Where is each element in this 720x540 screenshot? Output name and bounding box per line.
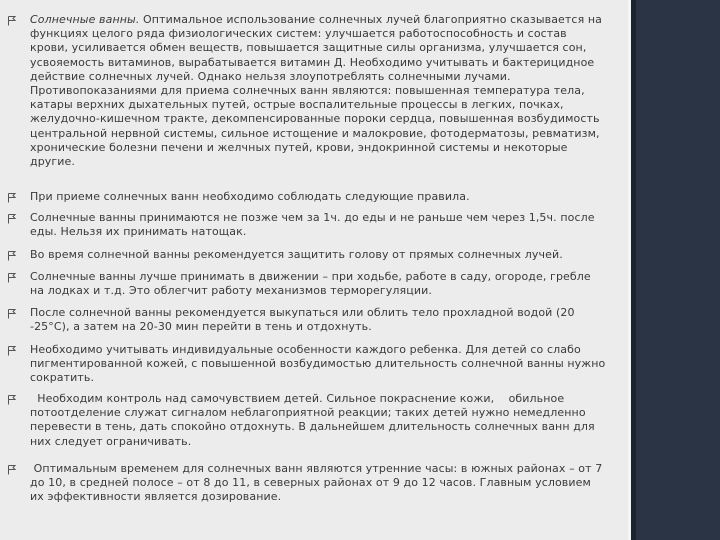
bullet-text: После солнечной ванны рекомендуется выкупаться или облить тело прохладной водой (20 -25°С), а затем на 20-30 мин перейти в тень и отдохнуть.: [30, 306, 575, 334]
flag-bullet-icon: [8, 395, 16, 405]
flag-bullet-icon: [8, 465, 16, 475]
side-decoration-panel: [628, 0, 720, 540]
bullet-text: Необходим контроль над самочувствием детей. Сильное покраснение кожи, обильное потоотделение служат сигналом неблагоприятной реакции; таких детей нужно немедленно перевести в тень, дать спокойно отдохнуть. В дальнейшем длительность солнечных ванн для них следует ограничивать.: [30, 392, 599, 448]
bullet-lead: Солнечные ванны.: [30, 13, 140, 26]
flag-bullet-icon: [8, 309, 16, 319]
bullet-text: Солнечные ванны лучше принимать в движении – при ходьбе, работе в саду, огороде, гребле на лодках и т.д. Это облегчит работу механизмов терморегуляции.: [30, 270, 591, 298]
bullet-body: Оптимальное использование солнечных лучей благоприятно сказывается на функциях целого ряда физиологических систем: улучшается работоспособность и состав крови, усиливается обмен веществ, повышается защитные силы организма, улучшается сон, усвояемость витаминов, вырабатывается витамин Д. Необходимо учитывать и бактерицидное действие солнечных лучей. Однако нельзя злоупотреблять солнечными лучами. Противопоказаниями для приема солнечных ванн являются: повышенная температура тела, катары верхних дыхательных путей, острые воспалительные процессы в легких, почках, желудочно-кишечном тракте, декомпенсированные пороки сердца, повышенная возбудимость центральной нервной системы, сильное истощение и малокровие, фотодерматозы, ревматизм, хронические болезни печени и желчных путей, крови, эндокринной системы и некоторые другие.: [30, 13, 603, 169]
flag-bullet-icon: [8, 193, 16, 203]
bullet-text: При приеме солнечных ванн необходимо соблюдать следующие правила.: [30, 190, 470, 203]
bullet-text: Солнечные ванны принимаются не позже чем за 1ч. до еды и не раньше чем через 1,5ч. после еды. Нельзя их принимать натощак.: [30, 211, 595, 239]
flag-bullet-icon: [8, 214, 16, 224]
flag-bullet-icon: [8, 346, 16, 356]
bullet-text: [30, 13, 608, 169]
flag-bullet-icon: [8, 251, 16, 261]
side-panel-edge-dark: [631, 0, 636, 540]
flag-bullet-icon: [8, 16, 16, 26]
bullet-text: Оптимальным временем для солнечных ванн являются утренние часы: в южных районах – от 7 до 10, в средней полосе – от 8 до 11, в северных районах от 9 до 12 часов. Главным условием их эффективности является дозирование.: [30, 462, 606, 504]
flag-bullet-icon: [8, 273, 16, 283]
bullet-text: Во время солнечной ванны рекомендуется защитить голову от прямых солнечных лучей.: [30, 248, 563, 261]
bullet-text: Необходимо учитывать индивидуальные особенности каждого ребенка. Для детей со слабо пигментированной кожей, с повышенной возбудимостью длительность солнечной ванны нужно сократить.: [30, 343, 606, 385]
